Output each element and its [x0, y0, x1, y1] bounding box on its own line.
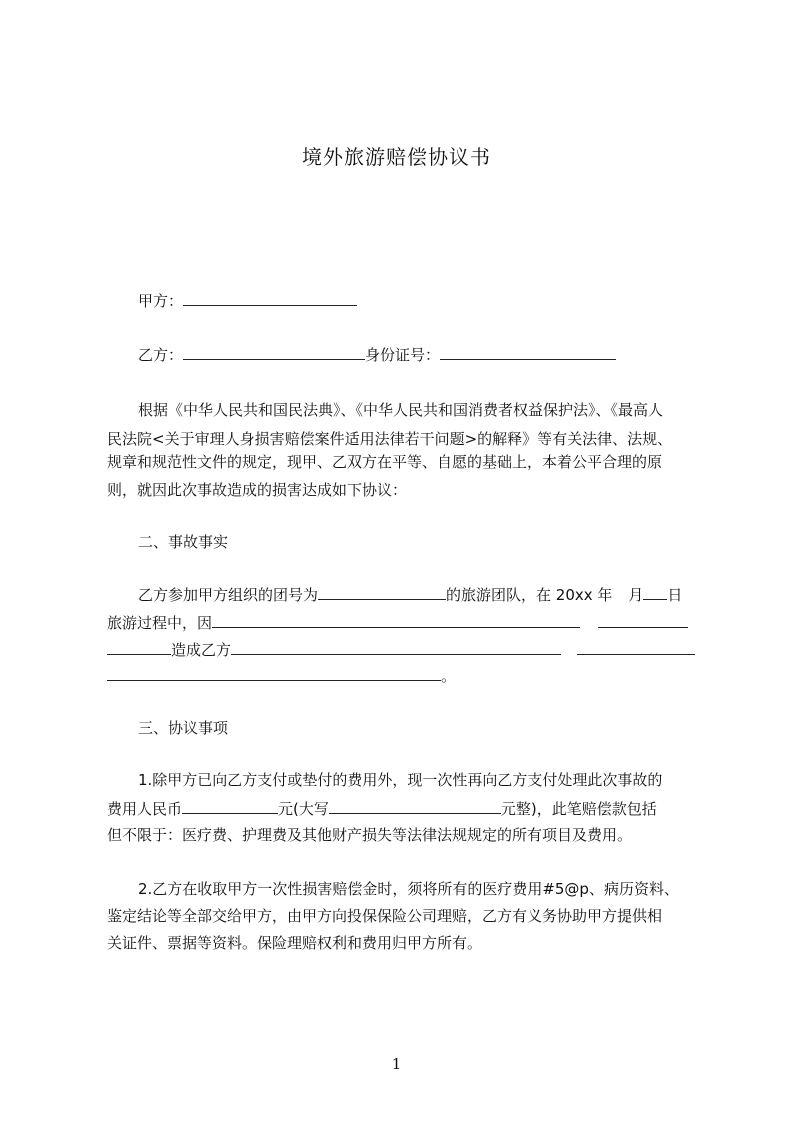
result-blank-continued-2[interactable] [107, 666, 441, 681]
preamble-line-1: 根据《中华人民共和国民法典》、《中华人民共和国消费者权益保护法》、《最高人 [138, 401, 664, 419]
item-1-line-3: 但不限于：医疗费、护理费及其他财产损失等法律法规规定的所有项目及费用。 [107, 826, 633, 844]
cause-blank-continued[interactable] [598, 613, 688, 628]
document-title: 境外旅游赔偿协议书 [302, 145, 491, 169]
party-a-label: 甲方： [138, 292, 184, 310]
item-2-line-1: 2.乙方在收取甲方一次性损害赔偿金时，须将所有的医疗费用#5@p、病历资料、 [138, 880, 679, 898]
item-1-amount-suffix: 元整)，此笔赔偿款包括 [500, 800, 657, 818]
party-a-blank[interactable] [183, 291, 357, 306]
facts-text-result: 造成乙方 [171, 641, 232, 659]
party-b-line [138, 345, 616, 365]
facts-text-cause: 旅游过程中，因 [107, 614, 213, 632]
preamble-line-2: 民法院<关于审理人身损害赔偿案件适用法律若干问题>的解释》等有关法律、法规、 [107, 430, 673, 448]
facts-line-3 [107, 640, 695, 660]
facts-line-2 [107, 613, 688, 633]
section-2-heading: 二、事故事实 [138, 533, 229, 551]
item-1-line-2 [107, 799, 657, 819]
facts-text-day: 日 [667, 586, 683, 604]
item-1-line-1: 1.除甲方已向乙方支付或垫付的费用外，现一次性再向乙方支付处理此次事故的 [138, 771, 663, 789]
item-1-amount-label: 费用人民币 [107, 800, 183, 818]
amount-blank[interactable] [182, 799, 278, 814]
facts-line-1 [138, 585, 682, 605]
cause-blank[interactable] [212, 613, 580, 628]
facts-end-mark: 。 [441, 667, 457, 685]
party-b-blank[interactable] [183, 345, 365, 360]
result-blank[interactable] [231, 640, 561, 655]
facts-text-b: 的旅游团队，在 20xx 年 [446, 586, 613, 604]
result-blank-continued[interactable] [577, 640, 695, 655]
facts-text-month: 月 [628, 586, 644, 604]
item-2-line-3: 关证件、票据等资料。保险理赔权利和费用归甲方所有。 [107, 934, 483, 952]
item-2-line-2: 鉴定结论等全部交给甲方，由甲方向投保保险公司理赔，乙方有义务协助甲方提供相 [107, 907, 663, 925]
item-1-capital-label: 元(大写 [278, 800, 329, 818]
facts-text-a: 乙方参加甲方组织的团号为 [138, 586, 319, 604]
party-a-line [138, 291, 357, 311]
id-number-blank[interactable] [440, 345, 616, 360]
page-number: 1 [391, 1055, 402, 1073]
day-blank[interactable] [643, 585, 667, 600]
amount-capital-blank[interactable] [329, 799, 501, 814]
tour-group-number-blank[interactable] [318, 585, 446, 600]
preamble-line-3: 规章和规范性文件的规定，现甲、乙双方在平等、自愿的基础上，本着公平合理的原 [107, 453, 663, 471]
cause-blank-continued-2[interactable] [107, 640, 171, 655]
facts-line-4 [107, 666, 456, 686]
party-b-label: 乙方： [138, 346, 184, 364]
preamble-line-4: 则，就因此次事故造成的损害达成如下协议： [107, 481, 408, 499]
section-3-heading: 三、协议事项 [138, 719, 229, 737]
id-number-label: 身份证号： [365, 346, 441, 364]
